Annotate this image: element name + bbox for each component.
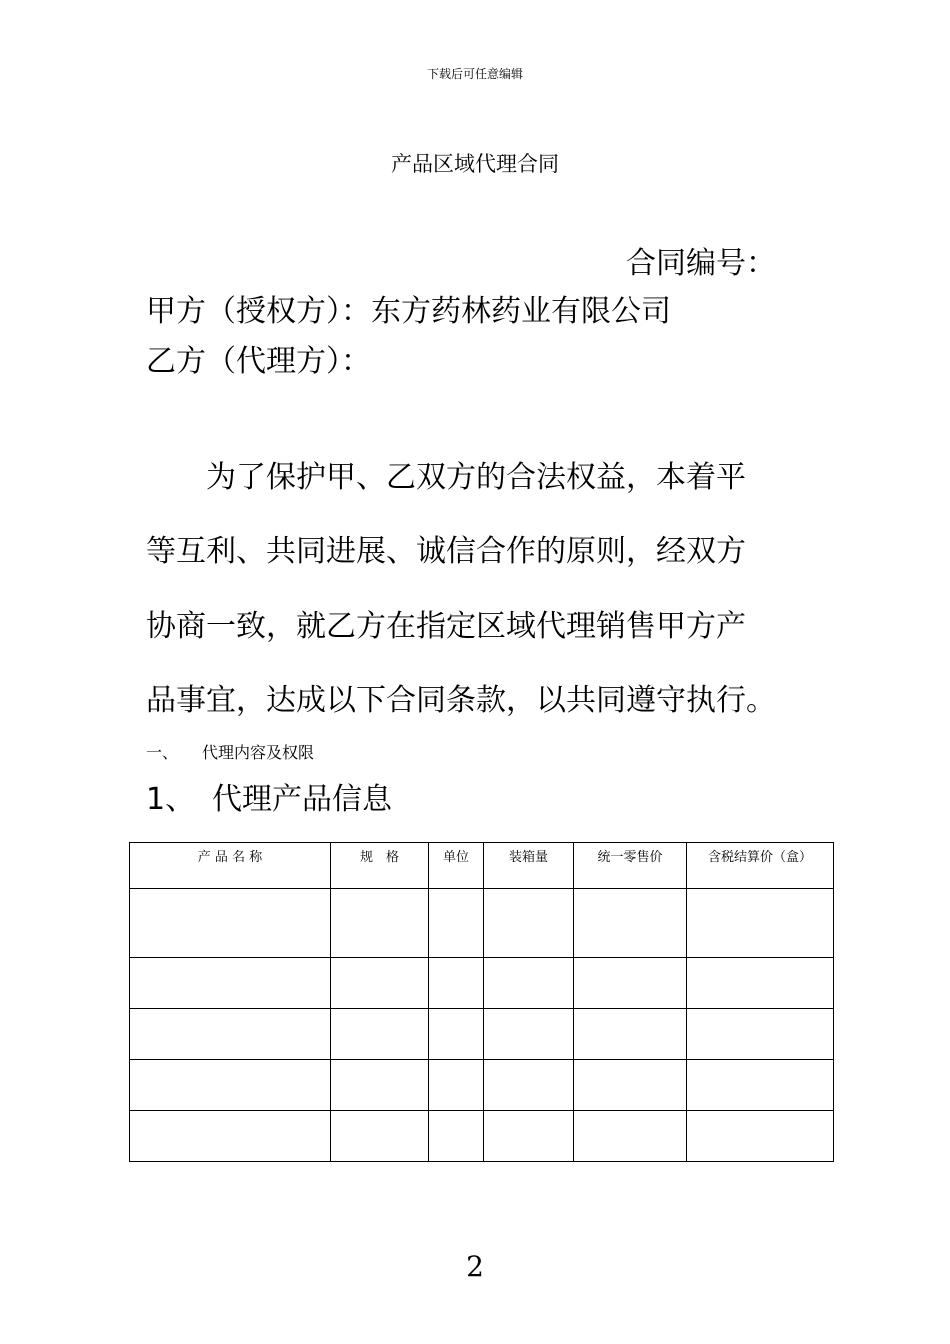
table-cell (687, 958, 834, 1009)
table-cell (484, 1111, 574, 1162)
table-cell (331, 889, 429, 958)
table-cell (331, 1111, 429, 1162)
header-packing-quantity: 装箱量 (484, 843, 574, 889)
product-info-table (129, 842, 834, 1162)
table-cell (687, 889, 834, 958)
table-cell (484, 958, 574, 1009)
table-cell (331, 1060, 429, 1111)
header-note: 下载后可任意编辑 (426, 67, 523, 81)
header-product-name: 产 品 名 称 (130, 843, 331, 889)
table-row (130, 1060, 834, 1111)
table-cell (130, 1060, 331, 1111)
contract-number-label: 合同编号： (626, 246, 776, 281)
table-cell (574, 1060, 687, 1111)
table-cell (687, 1009, 834, 1060)
header-settlement-price: 含税结算价（盒） (687, 843, 834, 889)
table-cell (687, 1060, 834, 1111)
table-cell (331, 958, 429, 1009)
table-cell (484, 889, 574, 958)
table-cell (484, 1009, 574, 1060)
section-number: 一、 (146, 743, 179, 762)
page-number: 2 (466, 1250, 484, 1283)
party-a: 甲方（授权方）：东方药林药业有限公司 (146, 294, 671, 329)
section-title: 代理内容及权限 (202, 743, 315, 762)
table-cell (130, 1009, 331, 1060)
table-cell (130, 958, 331, 1009)
party-b: 乙方（代理方）： (146, 344, 371, 379)
header-retail-price: 统一零售价 (574, 843, 687, 889)
header-specification: 规 格 (331, 843, 429, 889)
document-title: 产品区域代理合同 (391, 152, 559, 176)
subsection-heading (146, 780, 392, 820)
table-cell (429, 1060, 484, 1111)
preamble-line: 协商一致，就乙方在指定区域代理销售甲方产 (146, 609, 746, 644)
subsection-title: 代理产品信息 (212, 782, 392, 817)
table-row (130, 889, 834, 958)
table-cell (574, 1111, 687, 1162)
preamble-line: 为了保护甲、乙双方的合法权益，本着平 (206, 460, 746, 495)
table-cell (130, 1111, 331, 1162)
subsection-number: 1、 (146, 782, 196, 817)
table-row (130, 1009, 834, 1060)
preamble-line: 品事宜，达成以下合同条款，以共同遵守执行。 (146, 683, 776, 718)
table-row (130, 1111, 834, 1162)
table-cell (429, 1009, 484, 1060)
table-cell (429, 889, 484, 958)
table-cell (429, 1111, 484, 1162)
section-heading (146, 742, 314, 764)
table-cell (687, 1111, 834, 1162)
table-cell (130, 889, 331, 958)
table-cell (429, 958, 484, 1009)
table-cell (574, 1009, 687, 1060)
table-cell (484, 1060, 574, 1111)
table-cell (331, 1009, 429, 1060)
table-header-row (130, 843, 834, 889)
table-cell (574, 889, 687, 958)
header-unit: 单位 (429, 843, 484, 889)
table-row (130, 958, 834, 1009)
table-cell (574, 958, 687, 1009)
preamble-line: 等互利、共同进展、诚信合作的原则，经双方 (146, 534, 746, 569)
